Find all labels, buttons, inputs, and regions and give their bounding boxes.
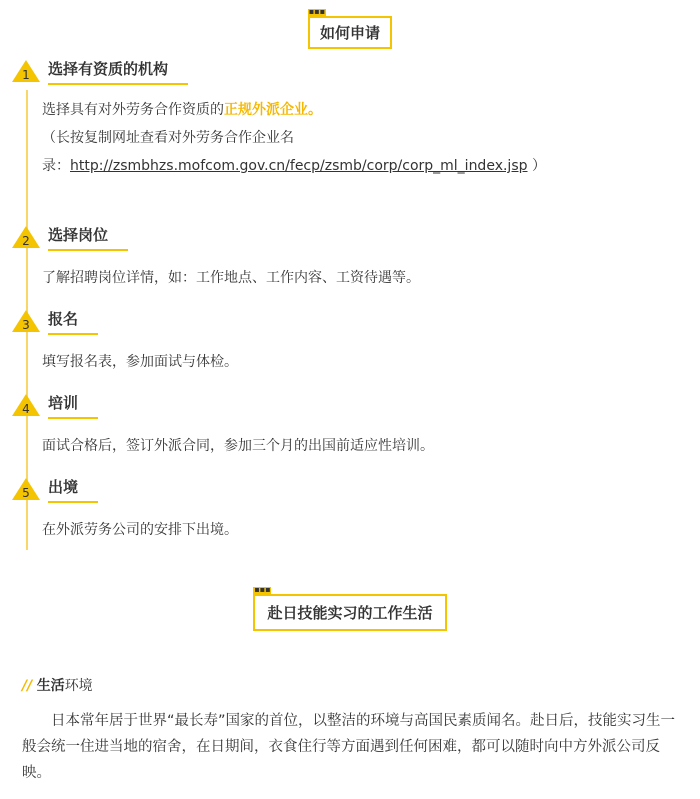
- step-number: 5: [22, 486, 30, 500]
- section-title-how-to-apply: [0, 9, 700, 49]
- section-title-text: 如何申请: [319, 24, 380, 42]
- sub-heading-rest: 环境: [64, 678, 93, 694]
- title-box: [308, 9, 392, 49]
- decorative-marks-icon: ▪▪▪: [308, 9, 326, 16]
- step-5-body: 在外派劳务公司的安排下出境。: [42, 522, 238, 538]
- slashes-icon: //: [22, 678, 33, 694]
- step-1-text: 选择具有对外劳务合作资质的: [42, 102, 224, 118]
- step-title: 培训: [48, 392, 98, 419]
- step-number: 4: [22, 402, 30, 416]
- step-title: 报名: [48, 308, 98, 335]
- mofcom-link[interactable]: http://zsmbhzs.mofcom.gov.cn/fecp/zsmb/corp/corp_ml_index.jsp: [70, 158, 528, 174]
- step-1-line-2: （长按复制网址查看对外劳务合作企业名: [42, 130, 294, 146]
- living-environment-paragraph: 日本常年居于世界“最长寿”国家的首位，以整洁的环境与高国民素质闻名。赴日后，技能实习生一般会统一住进当地的宿舍，在日期间，衣食住行等方面遇到任何困难，都可以随时向中方外派公司反映。: [22, 713, 676, 781]
- step-1-line-1: [42, 98, 546, 122]
- decorative-marks-icon: ▪▪▪: [254, 587, 271, 594]
- step-2-body: 了解招聘岗位详情，如：工作地点、工作内容、工资待遇等。: [42, 270, 420, 286]
- step-number: 3: [22, 318, 30, 332]
- step-number: 1: [22, 68, 30, 82]
- step-1-suffix: ）: [531, 158, 546, 174]
- sub-heading-strong: 生活: [36, 678, 65, 694]
- step-1-prefix: 录：: [42, 158, 70, 174]
- step-title: 出境: [48, 476, 98, 503]
- title-box: [253, 587, 446, 631]
- step-1-body: [42, 98, 546, 178]
- step-number: 2: [22, 234, 30, 248]
- section-title-work-life: [0, 587, 700, 631]
- step-title: 选择有资质的机构: [48, 58, 188, 85]
- highlight-text: 正规外派企业。: [224, 102, 322, 118]
- step-4-body: 面试合格后，签订外派合同，参加三个月的出国前适应性培训。: [42, 438, 434, 454]
- step-3-body: 填写报名表，参加面试与体检。: [42, 354, 238, 370]
- section-title-text: 赴日技能实习的工作生活: [267, 604, 433, 622]
- sub-heading-living-environment: [22, 675, 93, 695]
- step-1-line-3: [42, 154, 546, 178]
- step-title: 选择岗位: [48, 224, 128, 251]
